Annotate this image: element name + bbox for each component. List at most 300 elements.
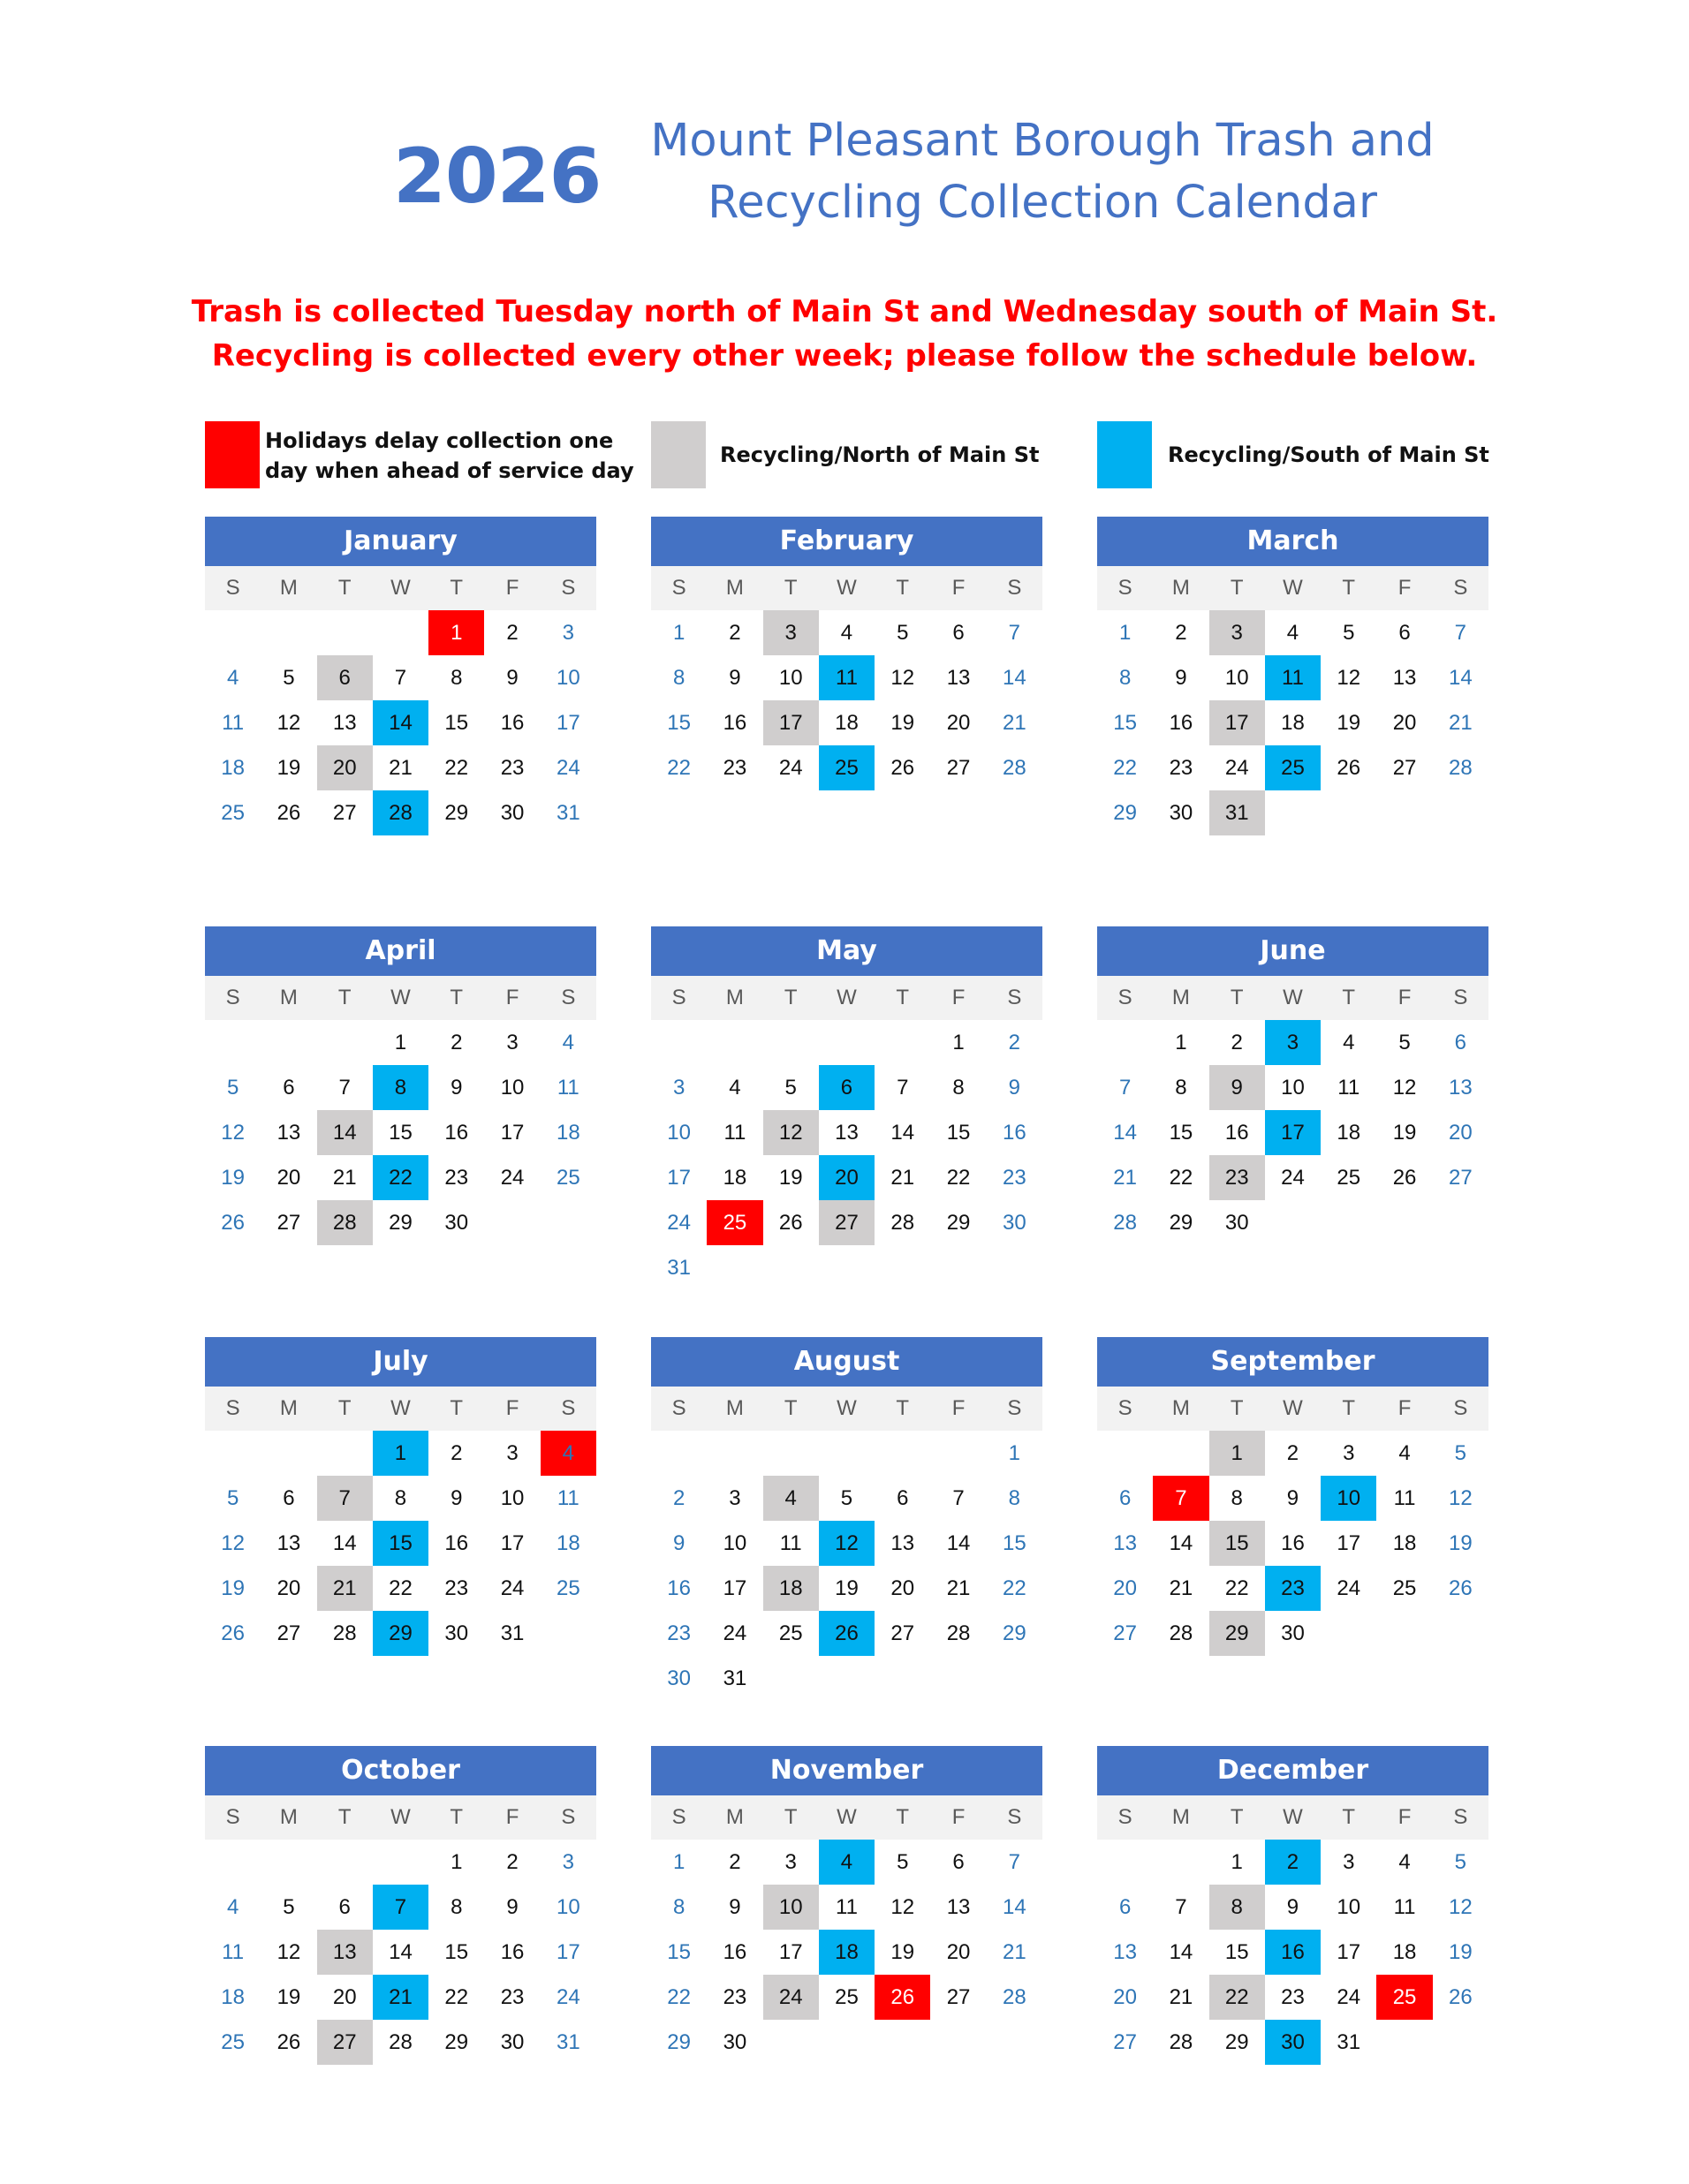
north-recycling-day-cell: 27 [317, 2020, 373, 2065]
day-cell: 5 [1454, 1850, 1466, 1874]
holiday-day-cell: 4 [541, 1431, 596, 1476]
day-cell: 25 [556, 1576, 580, 1600]
day-cell: 3 [672, 1076, 685, 1100]
empty-day-cell [875, 1020, 930, 1065]
weekday-label: S [671, 576, 686, 600]
day-cell: 27 [332, 801, 357, 825]
day-cell: 15 [1224, 1940, 1249, 1964]
day-cell: 28 [890, 1211, 915, 1235]
day-cell: 16 [1002, 1121, 1026, 1145]
north-recycling-day-cell: 8 [1209, 1885, 1265, 1930]
day-cell: 1 [952, 1031, 965, 1054]
day-cell: 21 [1002, 1940, 1026, 1964]
day-cell: 1 [672, 621, 685, 645]
day-cell: 18 [1281, 711, 1305, 735]
weekday-label: S [225, 1396, 240, 1420]
day-cell: 8 [672, 666, 685, 690]
weekday-label: T [450, 1805, 464, 1829]
month-title: May [651, 926, 1042, 976]
weekday-label: T [1230, 986, 1244, 1009]
day-cell: 12 [890, 1895, 915, 1919]
day-cell: 10 [1224, 666, 1249, 690]
empty-day-cell [205, 1840, 261, 1885]
empty-day-cell [1097, 1020, 1153, 1065]
day-cell: 30 [1281, 1621, 1305, 1645]
day-cell: 30 [1002, 1211, 1026, 1235]
day-cell: 20 [276, 1576, 301, 1600]
day-cell: 22 [444, 1985, 469, 2009]
day-cell: 17 [1337, 1531, 1361, 1555]
day-cell: 24 [723, 1621, 747, 1645]
day-cell: 7 [952, 1486, 965, 1510]
day-cell: 12 [1448, 1895, 1473, 1919]
weekday-label: S [1117, 576, 1132, 600]
day-cell: 23 [1281, 1985, 1305, 2009]
day-cell: 7 [1008, 621, 1020, 645]
empty-day-cell [1097, 1840, 1153, 1885]
day-cell: 5 [226, 1486, 239, 1510]
weekday-header-row [205, 566, 596, 610]
weekday-header-row [651, 1387, 1042, 1431]
north-recycling-day-cell: 9 [1209, 1065, 1265, 1110]
day-cell: 27 [946, 1985, 971, 2009]
day-cell: 20 [946, 1940, 971, 1964]
weekday-label: F [951, 1805, 966, 1829]
weekday-header-row [651, 566, 1042, 610]
day-cell: 5 [226, 1076, 239, 1100]
month-may [651, 926, 1042, 1290]
day-cell: 26 [890, 756, 915, 780]
day-cell: 8 [1175, 1076, 1187, 1100]
day-cell: 5 [283, 1895, 295, 1919]
day-cell: 29 [1002, 1621, 1026, 1645]
weekday-label: S [561, 1396, 576, 1420]
month-title: September [1097, 1337, 1488, 1387]
day-grid [651, 1840, 1042, 2065]
day-cell: 25 [835, 1985, 859, 2009]
weekday-label: W [390, 986, 411, 1009]
day-cell: 24 [556, 756, 580, 780]
day-cell: 16 [500, 1940, 525, 1964]
empty-day-cell [1153, 1431, 1208, 1476]
day-cell: 1 [1231, 1850, 1243, 1874]
empty-day-cell [819, 1431, 875, 1476]
south-recycling-day-cell: 23 [1265, 1566, 1321, 1611]
weekday-label: W [837, 576, 857, 600]
day-cell: 14 [946, 1531, 971, 1555]
south-recycling-day-cell: 10 [1321, 1476, 1376, 1521]
day-cell: 6 [1398, 621, 1411, 645]
month-april [205, 926, 596, 1245]
weekday-label: T [450, 576, 464, 600]
weekday-header-row [205, 976, 596, 1020]
day-cell: 2 [1286, 1441, 1299, 1465]
day-cell: 17 [1337, 1940, 1361, 1964]
day-cell: 5 [897, 621, 909, 645]
day-grid [205, 610, 596, 835]
day-cell: 26 [221, 1211, 245, 1235]
weekday-label: F [1397, 986, 1412, 1009]
south-recycling-day-cell: 21 [373, 1975, 428, 2020]
day-cell: 21 [389, 756, 413, 780]
holiday-legend-line-1: Holidays delay collection one [265, 428, 614, 453]
day-cell: 30 [444, 1621, 469, 1645]
south-recycling-day-cell: 11 [1265, 655, 1321, 700]
north-recycling-day-cell: 23 [1209, 1155, 1265, 1200]
empty-day-cell [205, 1020, 261, 1065]
empty-day-cell [205, 610, 261, 655]
day-cell: 6 [338, 1895, 351, 1919]
day-cell: 29 [1169, 1211, 1193, 1235]
day-cell: 8 [451, 1895, 463, 1919]
day-cell: 6 [1118, 1486, 1132, 1510]
day-cell: 4 [226, 666, 239, 690]
day-cell: 8 [1118, 666, 1132, 690]
weekday-label: W [1283, 1396, 1303, 1420]
south-recycling-day-cell: 22 [373, 1155, 428, 1200]
day-cell: 15 [1002, 1531, 1026, 1555]
weekday-header-row [651, 976, 1042, 1020]
weekday-label: S [225, 1805, 240, 1829]
north-recycling-day-cell: 6 [317, 655, 373, 700]
day-cell: 29 [444, 2030, 469, 2054]
day-cell: 23 [1002, 1166, 1026, 1190]
day-cell: 21 [332, 1166, 357, 1190]
day-cell: 5 [784, 1076, 797, 1100]
day-cell: 12 [1448, 1486, 1473, 1510]
day-cell: 26 [276, 2030, 301, 2054]
weekday-label: T [337, 1805, 352, 1829]
day-cell: 22 [946, 1166, 971, 1190]
weekday-label: M [1171, 986, 1190, 1009]
calendar-year: 2026 [393, 132, 602, 221]
south-recycling-day-cell: 8 [373, 1065, 428, 1110]
weekday-label: S [1007, 576, 1022, 600]
month-july [205, 1337, 596, 1656]
day-cell: 18 [1392, 1940, 1417, 1964]
day-cell: 20 [1392, 711, 1417, 735]
day-cell: 21 [1448, 711, 1473, 735]
weekday-label: T [1230, 1396, 1244, 1420]
day-cell: 2 [506, 1850, 519, 1874]
day-grid [1097, 1431, 1488, 1656]
day-cell: 19 [276, 756, 301, 780]
weekday-label: M [1171, 1396, 1190, 1420]
day-cell: 30 [723, 2030, 747, 2054]
empty-day-cell [1097, 1431, 1153, 1476]
holiday-legend-label [265, 426, 634, 486]
day-cell: 11 [1393, 1895, 1416, 1919]
day-cell: 3 [562, 1850, 574, 1874]
day-cell: 21 [1002, 711, 1026, 735]
weekday-label: F [1397, 1396, 1412, 1420]
day-cell: 18 [1337, 1121, 1361, 1145]
weekday-label: F [505, 576, 519, 600]
day-cell: 27 [890, 1621, 915, 1645]
day-cell: 7 [1118, 1076, 1132, 1100]
weekday-label: W [837, 1805, 857, 1829]
empty-day-cell [261, 610, 316, 655]
empty-day-cell [930, 1431, 986, 1476]
day-cell: 16 [444, 1121, 469, 1145]
weekday-label: F [1397, 1805, 1412, 1829]
weekday-label: F [951, 1396, 966, 1420]
weekday-label: S [561, 576, 576, 600]
weekday-header-row [1097, 566, 1488, 610]
weekday-label: T [896, 1396, 910, 1420]
day-cell: 7 [394, 666, 407, 690]
south-recycling-day-cell: 20 [819, 1155, 875, 1200]
day-cell: 26 [778, 1211, 803, 1235]
month-september [1097, 1337, 1488, 1656]
day-cell: 12 [276, 1940, 301, 1964]
month-title: June [1097, 926, 1488, 976]
day-cell: 19 [1337, 711, 1361, 735]
month-title: January [205, 517, 596, 566]
day-cell: 28 [1002, 756, 1026, 780]
day-cell: 30 [667, 1666, 691, 1690]
weekday-label: M [279, 1805, 298, 1829]
north-recycling-day-cell: 31 [1209, 790, 1265, 835]
holiday-day-cell: 7 [1153, 1476, 1208, 1521]
day-cell: 17 [667, 1166, 691, 1190]
weekday-label: S [225, 576, 240, 600]
south-recycling-day-cell: 3 [1265, 1020, 1321, 1065]
day-cell: 10 [723, 1531, 747, 1555]
weekday-header-row [205, 1795, 596, 1840]
holiday-day-cell: 25 [707, 1200, 762, 1245]
day-cell: 29 [1113, 801, 1137, 825]
day-cell: 9 [451, 1076, 463, 1100]
empty-day-cell [707, 1020, 762, 1065]
day-cell: 2 [729, 1850, 741, 1874]
day-cell: 31 [500, 1621, 525, 1645]
day-cell: 8 [451, 666, 463, 690]
day-cell: 14 [1002, 666, 1026, 690]
day-cell: 22 [1002, 1576, 1026, 1600]
day-cell: 6 [283, 1486, 295, 1510]
north-recycling-day-cell: 15 [1209, 1521, 1265, 1566]
south-recycling-day-cell: 1 [373, 1431, 428, 1476]
north-recycling-day-cell: 14 [317, 1110, 373, 1155]
day-cell: 10 [778, 666, 803, 690]
day-cell: 13 [1448, 1076, 1473, 1100]
holiday-legend-swatch [205, 421, 260, 488]
day-cell: 15 [1113, 711, 1137, 735]
day-cell: 22 [1113, 756, 1137, 780]
day-cell: 3 [562, 621, 574, 645]
day-cell: 9 [1175, 666, 1187, 690]
page-title [649, 110, 1435, 234]
day-cell: 16 [1169, 711, 1193, 735]
day-cell: 13 [946, 1895, 971, 1919]
day-cell: 15 [389, 1121, 413, 1145]
day-cell: 7 [897, 1076, 909, 1100]
day-cell: 25 [778, 1621, 803, 1645]
day-cell: 3 [506, 1031, 519, 1054]
month-december [1097, 1746, 1488, 2065]
day-cell: 20 [946, 711, 971, 735]
day-cell: 14 [1169, 1940, 1193, 1964]
day-cell: 24 [500, 1576, 525, 1600]
day-cell: 25 [556, 1166, 580, 1190]
day-grid [1097, 1840, 1488, 2065]
day-cell: 4 [1343, 1031, 1355, 1054]
day-cell: 4 [1398, 1850, 1411, 1874]
day-cell: 18 [556, 1121, 580, 1145]
south-recycling-day-cell: 29 [373, 1611, 428, 1656]
day-cell: 17 [778, 1940, 803, 1964]
day-cell: 25 [1337, 1166, 1361, 1190]
day-cell: 15 [444, 1940, 469, 1964]
day-cell: 11 [557, 1486, 579, 1510]
weekday-label: T [1342, 986, 1356, 1009]
day-cell: 1 [1118, 621, 1132, 645]
day-cell: 10 [1281, 1076, 1305, 1100]
day-cell: 19 [778, 1166, 803, 1190]
weekday-label: T [337, 986, 352, 1009]
day-cell: 26 [276, 801, 301, 825]
day-cell: 13 [276, 1531, 301, 1555]
day-cell: 16 [500, 711, 525, 735]
day-cell: 12 [1337, 666, 1361, 690]
weekday-label: T [337, 1396, 352, 1420]
day-cell: 28 [389, 2030, 413, 2054]
day-cell: 23 [723, 1985, 747, 2009]
weekday-label: S [1117, 1396, 1132, 1420]
day-cell: 18 [835, 711, 859, 735]
day-cell: 30 [1224, 1211, 1249, 1235]
day-cell: 20 [890, 1576, 915, 1600]
day-cell: 9 [451, 1486, 463, 1510]
north-recycling-day-cell: 22 [1209, 1975, 1265, 2020]
day-cell: 26 [1448, 1985, 1473, 2009]
day-cell: 14 [332, 1531, 357, 1555]
day-cell: 5 [1343, 621, 1355, 645]
day-grid [205, 1020, 596, 1245]
day-cell: 27 [276, 1621, 301, 1645]
south-recycling-day-cell: 26 [819, 1611, 875, 1656]
weekday-label: T [1230, 576, 1244, 600]
day-cell: 29 [667, 2030, 691, 2054]
weekday-label: S [1117, 986, 1132, 1009]
north-recycling-day-cell: 17 [763, 700, 819, 745]
day-cell: 5 [1398, 1031, 1411, 1054]
south-recycling-day-cell: 2 [1265, 1840, 1321, 1885]
weekday-label: W [837, 986, 857, 1009]
day-cell: 2 [1008, 1031, 1020, 1054]
day-cell: 10 [1337, 1895, 1361, 1919]
south-recycling-day-cell: 25 [1265, 745, 1321, 790]
month-title: February [651, 517, 1042, 566]
day-cell: 19 [221, 1576, 245, 1600]
south-recycling-day-cell: 16 [1265, 1930, 1321, 1975]
day-cell: 22 [389, 1576, 413, 1600]
day-cell: 13 [1113, 1531, 1137, 1555]
notice-line-1: Trash is collected Tuesday north of Main St and Wednesday south of Main St. [191, 294, 1498, 329]
day-cell: 15 [667, 1940, 691, 1964]
weekday-label: F [505, 1396, 519, 1420]
title-line-2: Recycling Collection Calendar [708, 177, 1377, 229]
day-cell: 20 [332, 1985, 357, 2009]
day-cell: 31 [556, 2030, 580, 2054]
day-cell: 26 [1448, 1576, 1473, 1600]
empty-day-cell [763, 1431, 819, 1476]
day-cell: 30 [500, 2030, 525, 2054]
day-cell: 13 [946, 666, 971, 690]
day-cell: 25 [1392, 1576, 1417, 1600]
weekday-header-row [651, 1795, 1042, 1840]
weekday-label: T [1342, 1396, 1356, 1420]
day-cell: 9 [1286, 1486, 1299, 1510]
south-recycling-day-cell: 4 [819, 1840, 875, 1885]
north-recycling-day-cell: 20 [317, 745, 373, 790]
day-cell: 31 [723, 1666, 747, 1690]
north-recycling-day-cell: 1 [1209, 1431, 1265, 1476]
weekday-label: S [671, 1396, 686, 1420]
day-cell: 8 [952, 1076, 965, 1100]
weekday-label: T [337, 576, 352, 600]
day-cell: 2 [451, 1031, 463, 1054]
month-title: December [1097, 1746, 1488, 1795]
north-recycling-day-cell: 21 [317, 1566, 373, 1611]
weekday-label: T [784, 576, 798, 600]
day-cell: 7 [1454, 621, 1466, 645]
month-august [651, 1337, 1042, 1701]
south-recycling-day-cell: 12 [819, 1521, 875, 1566]
holiday-day-cell: 25 [1376, 1975, 1432, 2020]
day-cell: 20 [1448, 1121, 1473, 1145]
empty-day-cell [261, 1020, 316, 1065]
weekday-label: M [279, 576, 298, 600]
empty-day-cell [205, 1431, 261, 1476]
north-recycling-legend-label: Recycling/North of Main St [720, 442, 1040, 467]
day-cell: 11 [1337, 1076, 1360, 1100]
north-recycling-day-cell: 12 [763, 1110, 819, 1155]
day-cell: 17 [500, 1121, 525, 1145]
day-cell: 16 [667, 1576, 691, 1600]
weekday-label: F [1397, 576, 1412, 600]
weekday-label: S [1453, 1805, 1468, 1829]
day-cell: 8 [672, 1895, 685, 1919]
north-recycling-day-cell: 7 [317, 1476, 373, 1521]
month-title: March [1097, 517, 1488, 566]
day-cell: 6 [1118, 1895, 1132, 1919]
month-march [1097, 517, 1488, 835]
day-cell: 21 [1169, 1985, 1193, 2009]
south-recycling-legend-label: Recycling/South of Main St [1168, 442, 1489, 467]
day-cell: 26 [1337, 756, 1361, 780]
day-cell: 24 [778, 756, 803, 780]
weekday-label: T [896, 576, 910, 600]
north-recycling-day-cell: 27 [819, 1200, 875, 1245]
day-cell: 17 [556, 1940, 580, 1964]
day-cell: 31 [556, 801, 580, 825]
weekday-header-row [1097, 976, 1488, 1020]
day-cell: 23 [723, 756, 747, 780]
day-cell: 21 [1113, 1166, 1137, 1190]
weekday-label: M [725, 1805, 744, 1829]
day-cell: 28 [1113, 1211, 1137, 1235]
day-cell: 5 [283, 666, 295, 690]
notice-line-2: Recycling is collected every other week; please follow the schedule below. [211, 338, 1478, 374]
day-cell: 19 [1392, 1121, 1417, 1145]
day-cell: 6 [1454, 1031, 1466, 1054]
day-cell: 19 [1448, 1940, 1473, 1964]
day-cell: 10 [556, 1895, 580, 1919]
south-recycling-day-cell: 18 [819, 1930, 875, 1975]
day-cell: 6 [952, 1850, 965, 1874]
